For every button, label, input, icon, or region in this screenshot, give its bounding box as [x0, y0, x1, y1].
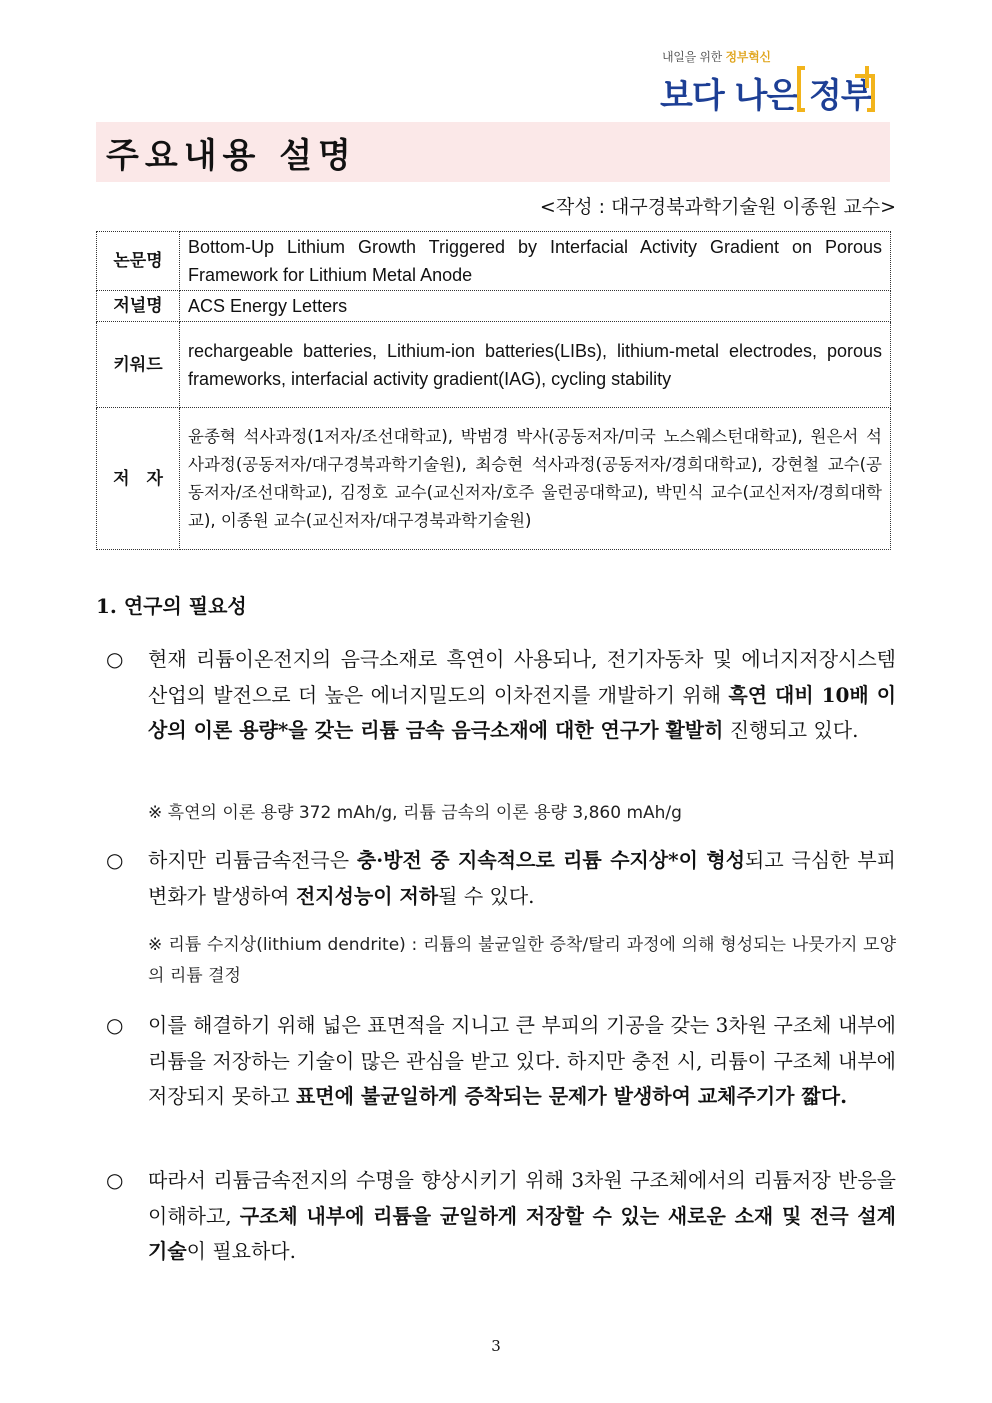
table-row — [97, 232, 891, 291]
page-title: 주요내용 설명 — [106, 136, 357, 176]
paragraph-2: ○ 하지만 리튬금속전극은 충·방전 중 지속적으로 리튬 수지상*이 형성되고 극심한 부피 변화가 발생하여 전지성능이 저하될 수 있다. — [106, 843, 896, 914]
table-row — [97, 322, 891, 408]
logo-bracket-icon — [797, 66, 875, 112]
table-row — [97, 291, 891, 322]
row-header-journal: 저널명 — [97, 291, 180, 322]
row-header-keywords: 키워드 — [97, 322, 180, 408]
row-header-authors: 저 자 — [97, 408, 180, 550]
logo-main-text: 보다 나은 정부 — [660, 76, 873, 116]
bullet-circle-icon: ○ — [106, 1013, 124, 1037]
row-header-paper-title: 논문명 — [97, 232, 180, 291]
keywords-value: rechargeable batteries, Lithium-ion batteries(LIBs), lithium-metal electrodes, porous frameworks, interfacial activity gradient(IAG), cycling stability — [180, 322, 891, 408]
authors-value: 윤종혁 석사과정(1저자/조선대학교), 박범경 박사(공동저자/미국 노스웨스턴대학교), 원은서 석사과정(공동저자/대구경북과학기술원), 최승현 석사과정(공동저자/경희대학교), 강현철 교수(공동저자/조선대학교), 김정호 교수(교신저자/호주 울런공대학교), 박민식 교수(교신저자/경희대학교), 이종원 교수(교신저자/대구경북과학기술원) — [180, 408, 891, 550]
page-number: 3 — [491, 1337, 501, 1355]
author-line: <작성 : 대구경북과학기술원 이종원 교수> — [539, 196, 896, 218]
bullet-circle-icon: ○ — [106, 1168, 124, 1192]
journal-value: ACS Energy Letters — [180, 291, 891, 322]
paper-info-table — [96, 231, 891, 550]
section-heading: 1. 연구의 필요성 — [96, 594, 247, 618]
bullet-circle-icon: ○ — [106, 647, 124, 671]
note-1: ※ 흑연의 이론 용량 372 mAh/g, 리튬 금속의 이론 용량 3,860 mAh/g — [148, 803, 682, 823]
government-logo — [660, 36, 900, 120]
title-banner — [96, 122, 890, 182]
logo-tagline: 내일을 위한 정부혁신 — [662, 50, 771, 64]
note-2: ※ 리튬 수지상(lithium dendrite) : 리튬의 불균일한 증착/탈리 과정에 의해 형성되는 나뭇가지 모양의 리튬 결정 — [148, 935, 896, 986]
table-row — [97, 408, 891, 550]
paragraph-3: ○ 이를 해결하기 위해 넓은 표면적을 지니고 큰 부피의 기공을 갖는 3차원 구조체 내부에 리튬을 저장하는 기술이 많은 관심을 받고 있다. 하지만 충전 시, 리튬이 구조체 내부에 저장되지 못하고 표면에 불균일하게 증착되는 문제가 발생하여 교체주기가 짧다. — [106, 1008, 896, 1115]
bullet-circle-icon: ○ — [106, 848, 124, 872]
paragraph-1: ○ 현재 리튬이온전지의 음극소재로 흑연이 사용되나, 전기자동차 및 에너지저장시스템 산업의 발전으로 더 높은 에너지밀도의 이차전지를 개발하기 위해 흑연 대비 10배 이상의 이론 용량*을 갖는 리튬 금속 음극소재에 대한 연구가 활발히 진행되고 있다. — [106, 642, 896, 749]
paper-title-value: Bottom-Up Lithium Growth Triggered by Interfacial Activity Gradient on Porous Framework for Lithium Metal Anode — [180, 232, 891, 291]
paragraph-4: ○ 따라서 리튬금속전지의 수명을 향상시키기 위해 3차원 구조체에서의 리튬저장 반응을 이해하고, 구조체 내부에 리튬을 균일하게 저장할 수 있는 새로운 소재 및 전극 설계 기술이 필요하다. — [106, 1163, 896, 1270]
